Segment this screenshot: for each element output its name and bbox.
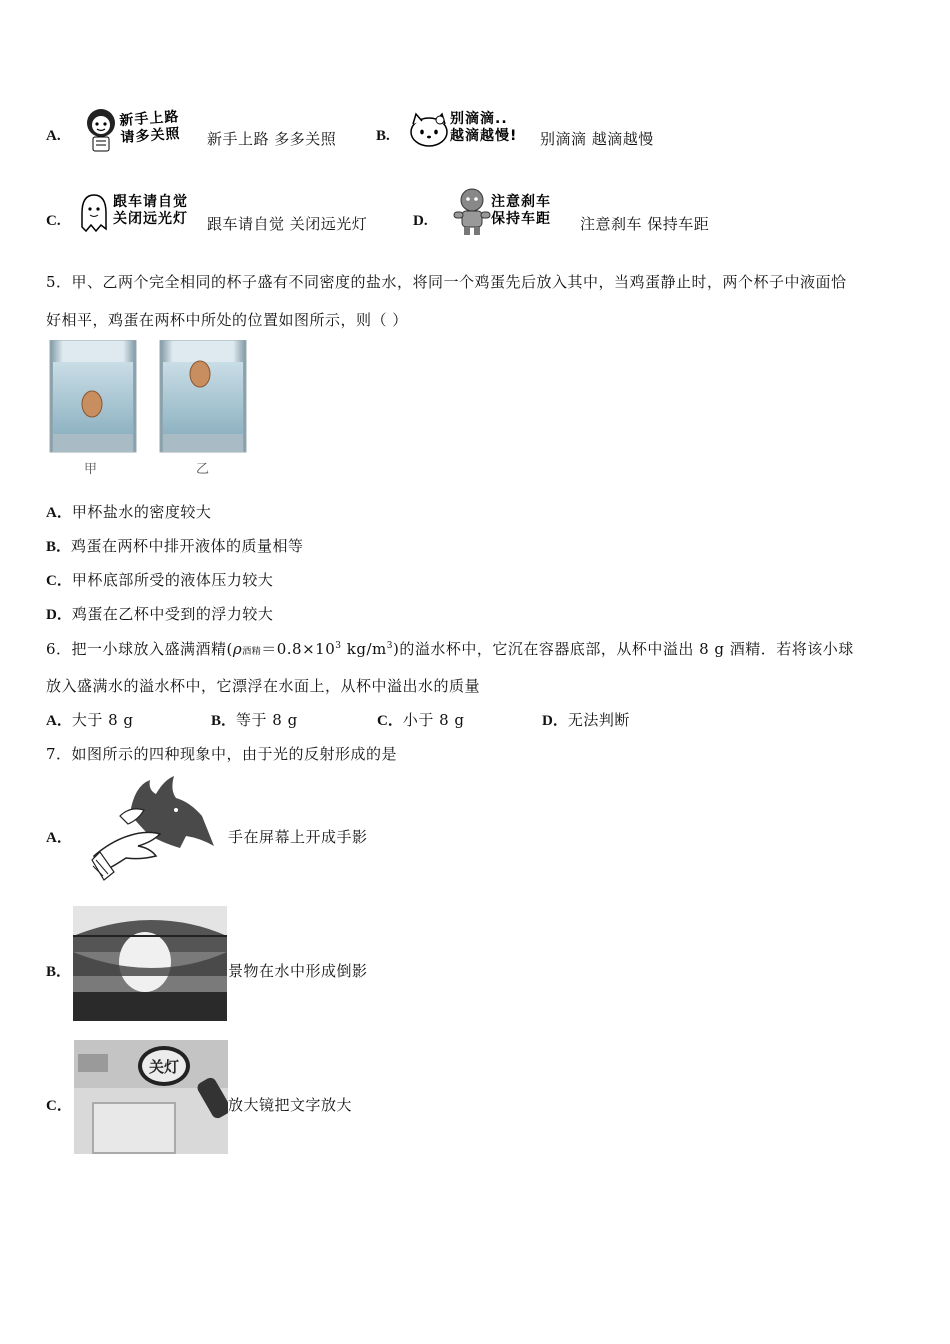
q6-option-b bbox=[211, 709, 298, 730]
q6-option-d bbox=[542, 709, 630, 730]
q6-stem-line1 bbox=[46, 638, 854, 659]
option-text: 鸡蛋在乙杯中受到的浮力较大 bbox=[71, 605, 274, 623]
option-letter: B． bbox=[211, 713, 237, 729]
q6-stem-pre: 6．把一小球放入盛满酒精( bbox=[46, 640, 233, 658]
q7-option-a-text: 手在屏幕上开成手影 bbox=[228, 828, 368, 846]
option-text: 新手上路 多多关照 bbox=[207, 130, 337, 148]
q7-option-c-letter: C． bbox=[46, 1098, 72, 1114]
sign-d-lines bbox=[491, 194, 551, 228]
unit-exponent: 3 bbox=[386, 641, 393, 651]
q7-option-b-letter: B． bbox=[46, 964, 72, 980]
novice-cartoon-icon bbox=[84, 103, 118, 153]
sign-line: 别滴滴.. bbox=[450, 111, 508, 127]
option-letter: A． bbox=[46, 505, 72, 521]
egg-cups-figure bbox=[48, 340, 248, 456]
sign-b-lines bbox=[450, 111, 517, 145]
option-text: 甲杯盐水的密度较大 bbox=[71, 503, 212, 521]
q6-option-a bbox=[46, 709, 134, 730]
q7-option-b-text: 景物在水中形成倒影 bbox=[228, 962, 368, 980]
option-letter: C. bbox=[46, 213, 61, 229]
q6-stem-post: )的溢水杯中，它沉在容器底部，从杯中溢出 8 g 酒精．若将该小球 bbox=[392, 640, 854, 658]
strongman-cartoon-icon bbox=[452, 186, 492, 236]
density-value: ＝0.8×10 bbox=[261, 640, 336, 658]
magnifier-lens bbox=[138, 1046, 190, 1086]
q7-stem: 7．如图所示的四种现象中，由于光的反射形成的是 bbox=[46, 745, 398, 763]
q5-stem-line1: 5．甲、乙两个完全相同的杯子盛有不同密度的盐水，将同一个鸡蛋先后放入其中，当鸡蛋静止时，两个杯子中液面恰 bbox=[46, 273, 847, 291]
sign-line: 注意刹车 bbox=[491, 194, 551, 210]
q7-option-c-text: 放大镜把文字放大 bbox=[228, 1096, 353, 1114]
sign-a-lines bbox=[119, 109, 181, 147]
option-text: 等于 8 g bbox=[236, 711, 298, 729]
q5-stem-line2: 好相平，鸡蛋在两杯中所处的位置如图所示，则（ ） bbox=[46, 311, 408, 329]
option-letter: B． bbox=[46, 539, 72, 555]
rho-subscript: 酒精 bbox=[242, 647, 262, 657]
cup-label-yi: 乙 bbox=[196, 462, 210, 477]
q5-option-d bbox=[46, 603, 273, 624]
sign-line: 越滴越慢! bbox=[450, 128, 518, 144]
option-text: 甲杯底部所受的液体压力较大 bbox=[71, 571, 274, 589]
sign-line: 新手上路 bbox=[118, 108, 180, 130]
density-exponent: 3 bbox=[335, 641, 342, 651]
q5-option-c bbox=[46, 569, 273, 590]
kitty-cartoon-icon bbox=[407, 110, 451, 150]
sign-line: 跟车请自觉 bbox=[113, 194, 188, 210]
option-letter: C． bbox=[46, 573, 72, 589]
sign-line: 请多关照 bbox=[120, 125, 182, 147]
sign-line: 关闭远光灯 bbox=[113, 211, 188, 227]
option-text: 注意刹车 保持车距 bbox=[580, 215, 710, 233]
option-letter: C． bbox=[377, 713, 403, 729]
option-letter: A. bbox=[46, 128, 61, 144]
sign-line: 保持车距 bbox=[491, 211, 551, 227]
ghost-cartoon-icon bbox=[76, 191, 112, 235]
sign-c-lines bbox=[113, 194, 188, 228]
option-text: 别滴滴 越滴越慢 bbox=[540, 130, 654, 148]
cup-yi bbox=[160, 340, 246, 452]
hand-shadow-figure bbox=[90, 776, 218, 884]
density-unit: kg/m bbox=[341, 640, 387, 658]
option-text: 鸡蛋在两杯中排开液体的质量相等 bbox=[71, 537, 304, 555]
option-letter: D． bbox=[46, 607, 72, 623]
rho-symbol: ρ bbox=[232, 640, 243, 658]
magnifier-figure bbox=[74, 1040, 228, 1154]
option-letter: D. bbox=[413, 213, 428, 229]
option-text: 小于 8 g bbox=[402, 711, 465, 729]
option-letter: B. bbox=[376, 128, 390, 144]
q6-option-c bbox=[377, 709, 465, 730]
q5-option-b bbox=[46, 535, 304, 556]
option-letter: A． bbox=[46, 713, 72, 729]
q7-option-a-letter: A． bbox=[46, 830, 72, 846]
option-text: 跟车请自觉 关闭远光灯 bbox=[207, 215, 368, 233]
bridge-reflection-figure bbox=[73, 906, 227, 1021]
magnifier-lens-text: 关灯 bbox=[148, 1057, 179, 1076]
option-text: 无法判断 bbox=[567, 711, 630, 729]
q5-option-a bbox=[46, 501, 211, 522]
option-text: 大于 8 g bbox=[71, 711, 134, 729]
cup-jia bbox=[50, 340, 136, 452]
cup-label-jia: 甲 bbox=[84, 462, 98, 477]
q6-stem-line2: 放入盛满水的溢水杯中，它漂浮在水面上，从杯中溢出水的质量 bbox=[46, 677, 481, 695]
option-letter: D． bbox=[542, 713, 568, 729]
